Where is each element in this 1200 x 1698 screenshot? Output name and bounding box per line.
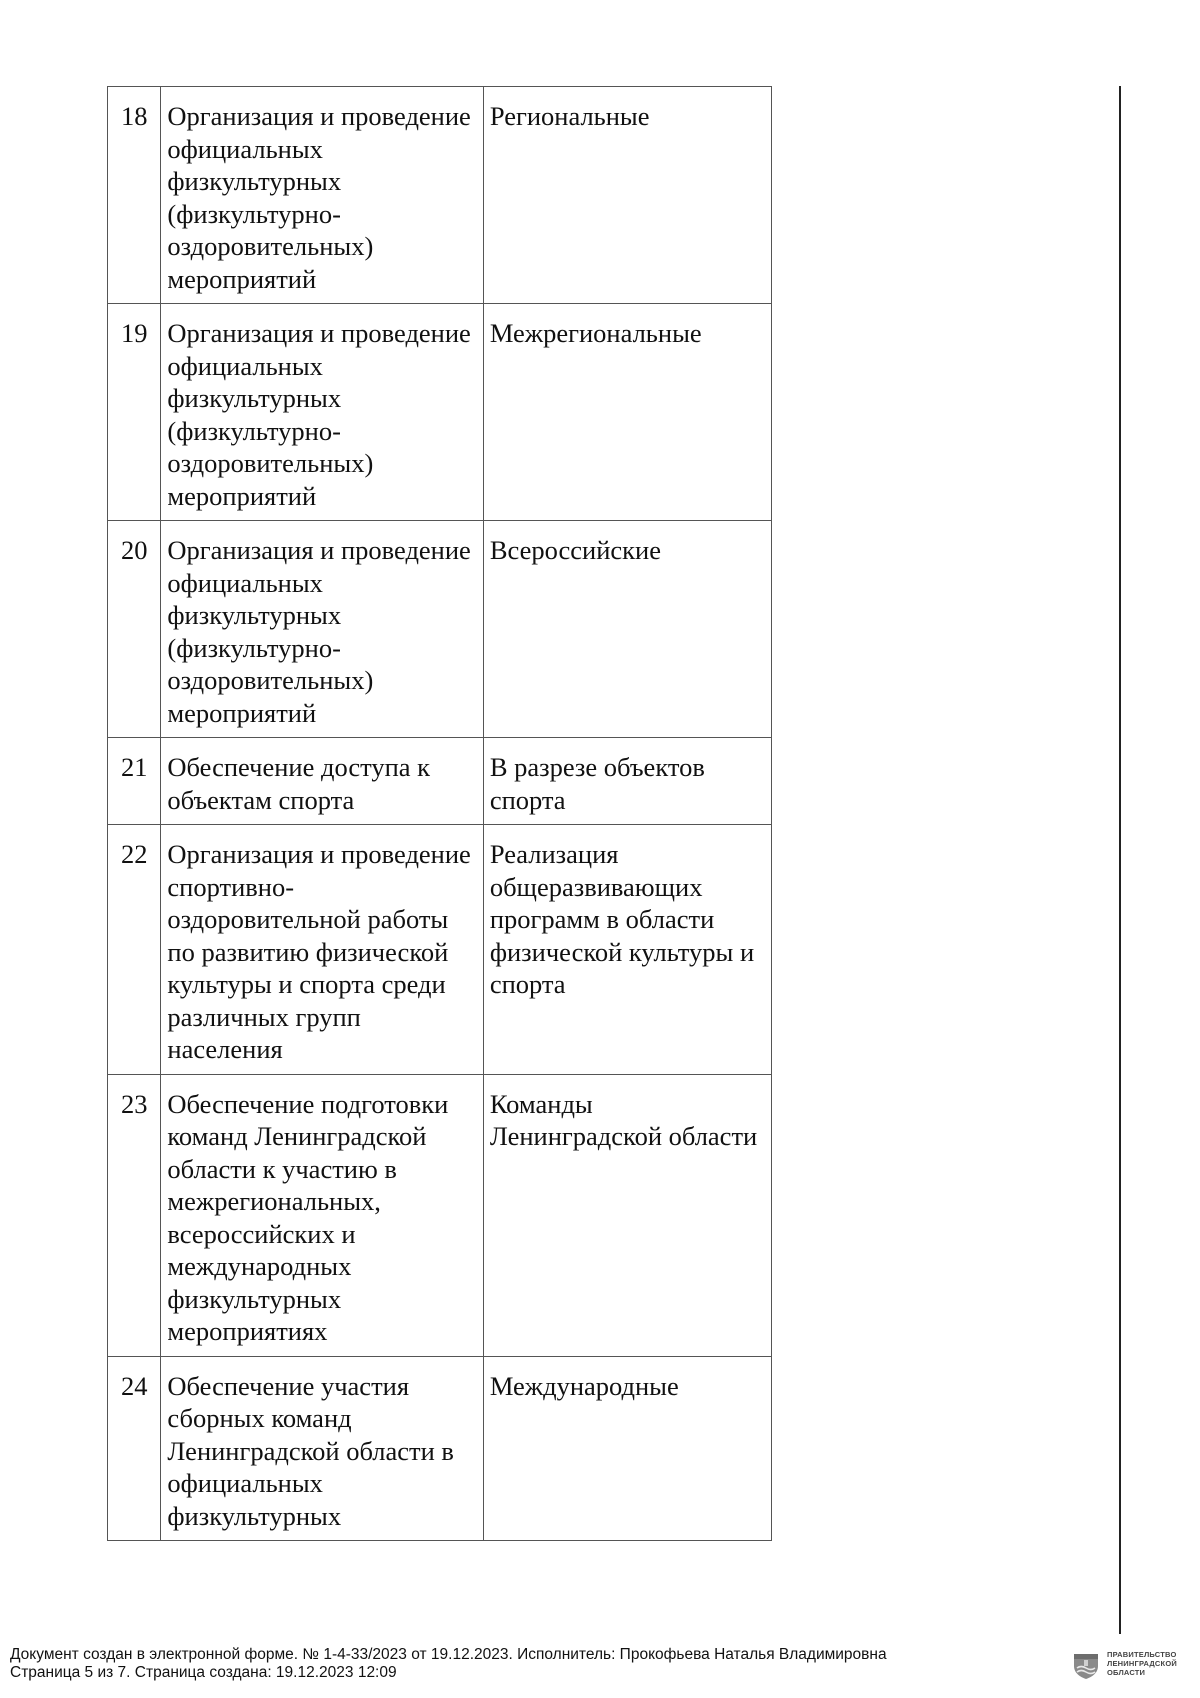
footer-page-info: Страница 5 из 7. Страница создана: 19.12.2023 12:09 (10, 1664, 397, 1681)
service-name: Организация и проведение спортивно-оздоровительной работы по развитию физической культуры и спорта среди различных групп населения (161, 825, 483, 1075)
row-number: 23 (108, 1074, 161, 1356)
service-content: В разрезе объектов спорта (483, 738, 771, 825)
table-row (108, 825, 772, 1075)
emblem-icon (1071, 1650, 1101, 1680)
logo-text-line: ЛЕНИНГРАДСКОЙ (1107, 1659, 1177, 1668)
service-name: Организация и проведение официальных физкультурных (физкультурно-оздоровительных) мероприятий (161, 304, 483, 521)
services-table (107, 86, 772, 1541)
table-row (108, 87, 772, 304)
row-number: 22 (108, 825, 161, 1075)
table-row (108, 521, 772, 738)
table-row (108, 1074, 772, 1356)
government-logo (1071, 1650, 1193, 1686)
service-name: Обеспечение подготовки команд Ленинградской области к участию в межрегиональных, всероссийских и международных физкультурных мероприятиях (161, 1074, 483, 1356)
table-row (108, 1356, 772, 1541)
service-content: Межрегиональные (483, 304, 771, 521)
row-number: 21 (108, 738, 161, 825)
service-content: Всероссийские (483, 521, 771, 738)
service-name: Организация и проведение официальных физкультурных (физкультурно-оздоровительных) мероприятий (161, 87, 483, 304)
logo-text (1107, 1650, 1177, 1677)
table-row (108, 738, 772, 825)
table-row (108, 304, 772, 521)
page-margin-rule (1119, 86, 1121, 1634)
footer-document-info: Документ создан в электронной форме. № 1-4-33/2023 от 19.12.2023. Исполнитель: Прокофьева Наталья Владимировна (10, 1646, 887, 1663)
service-name: Обеспечение участия сборных команд Ленинградской области в официальных физкультурных (161, 1356, 483, 1541)
service-content: Команды Ленинградской области (483, 1074, 771, 1356)
service-name: Организация и проведение официальных физкультурных (физкультурно-оздоровительных) мероприятий (161, 521, 483, 738)
service-content: Международные (483, 1356, 771, 1541)
logo-text-line: ПРАВИТЕЛЬСТВО (1107, 1650, 1177, 1659)
row-number: 19 (108, 304, 161, 521)
row-number: 18 (108, 87, 161, 304)
row-number: 20 (108, 521, 161, 738)
service-content: Реализация общеразвивающих программ в области физической культуры и спорта (483, 825, 771, 1075)
logo-text-line: ОБЛАСТИ (1107, 1668, 1146, 1677)
service-content: Региональные (483, 87, 771, 304)
document-footer (10, 1646, 887, 1682)
service-name: Обеспечение доступа к объектам спорта (161, 738, 483, 825)
row-number: 24 (108, 1356, 161, 1541)
